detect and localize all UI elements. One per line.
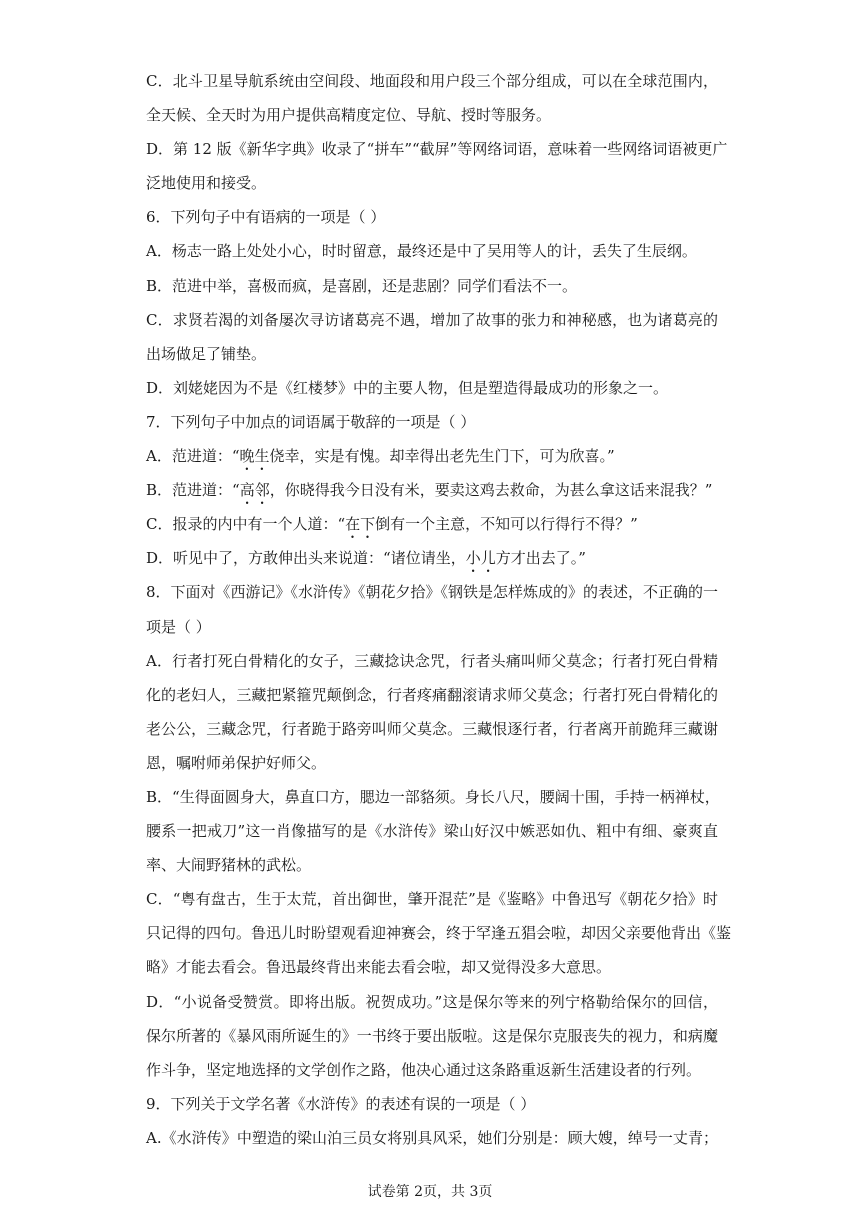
q8-stem-line2: 项是（ ） (146, 617, 211, 636)
q8-option-b-line3: 率、大闹野猪林的武松。 (146, 856, 312, 875)
q7-c-post: 倒有一个主意，不知可以行得行不得？” (375, 515, 638, 534)
q7-d-dotted-word: 小儿 (465, 549, 496, 568)
q8-option-c-line2: 只记得的四句。鲁迅儿时盼望观看迎神赛会，终于罕逢五猖会啦，却因父亲要他背出《鉴 (146, 924, 732, 943)
q8-option-c-line3: 略》才能去看会。鲁迅最终背出来能去看会啦，却又觉得没多大意思。 (146, 958, 612, 977)
q8-option-a-line4: 恩，嘱咐师弟保护好师父。 (146, 753, 327, 772)
q6-option-a: A．杨志一路上处处小心，时时留意，最终还是中了吴用等人的计，丢失了生辰纲。 (146, 242, 697, 261)
q8-option-d-line3: 作斗争，坚定地选择的文学创作之路，他决心通过这条路重返新生活建设者的行列。 (146, 1060, 702, 1079)
q7-stem: 7．下列句子中加点的词语属于敬辞的一项是（ ） (146, 412, 476, 431)
q7-d-post: 方才出去了。” (495, 549, 586, 568)
q8-option-b-line2: 腰系一把戒刀”这一肖像描写的是《水浒传》梁山好汉中嫉恶如仇、粗中有细、豪爽直 (146, 822, 718, 841)
page-content (146, 64, 732, 1155)
q9-stem: 9．下列关于文学名著《水浒传》的表述有误的一项是（ ） (146, 1094, 536, 1113)
q5-option-d-line2: 泛地使用和接受。 (146, 174, 267, 193)
q7-b-pre: B．范进道：“ (146, 481, 240, 500)
q8-option-c-line1: C．“粤有盘古，生于太荒，首出御世，肇开混茫”是《鉴略》中鲁迅写《朝花夕拾》时 (146, 890, 718, 909)
q8-option-d-line1: D．“小说备受赞赏。即将出版。祝贺成功。”这是保尔等来的列宁格勒给保尔的回信， (146, 992, 718, 1011)
q6-option-b: B．范进中举，喜极而疯，是喜剧，还是悲剧？同学们看法不一。 (146, 276, 578, 295)
q8-option-a-line2: 化的老妇人，三藏把紧箍咒颠倒念，行者疼痛翻滚请求师父莫念；行者打死白骨精化的 (146, 685, 718, 704)
q7-c-dotted-word: 在下 (345, 515, 376, 534)
q7-option-c (146, 507, 718, 541)
q7-option-d (146, 541, 718, 575)
q7-option-a (146, 439, 718, 473)
q5-option-c-line2: 全天候、全天时为用户提供高精度定位、导航、授时等服务。 (146, 106, 552, 125)
q6-option-d: D．刘姥姥因为不是《红楼梦》中的主要人物，但是塑造得最成功的形象之一。 (146, 378, 669, 397)
page-footer: 试卷第 2页，共 3页 (367, 1184, 493, 1200)
q8-option-a-line1: A．行者打死白骨精化的女子，三藏捻诀念咒，行者头痛叫师父莫念；行者打死白骨精 (146, 651, 718, 670)
q7-a-pre: A．范进道：“ (146, 447, 240, 466)
q8-stem-line1: 8．下面对《西游记》《水浒传》《朝花夕拾》《钢铁是怎样炼成的》的表述，不正确的一 (146, 583, 719, 602)
q7-c-pre: C．报录的内中有一个人道：“ (146, 515, 346, 534)
q5-option-c-line1: C．北斗卫星导航系统由空间段、地面段和用户段三个部分组成，可以在全球范围内， (146, 72, 718, 90)
q8-option-d-line2: 保尔所著的《暴风雨所诞生的》一书终于要出版啦。这是保尔克服丧失的视力，和病魔 (146, 1026, 718, 1045)
q7-b-dotted-word: 高邻 (239, 481, 270, 500)
q7-d-pre: D．听见中了，方敢伸出头来说道：“诸位请坐， (146, 549, 466, 568)
q9-option-a-line1: A.《水浒传》中塑造的梁山泊三员女将别具风采，她们分别是：顾大嫂，绰号一丈青； (146, 1128, 718, 1147)
q8-option-b-line1: B．“生得面圆身大，鼻直口方，腮边一部貉须。身长八尺，腰阔十围，手持一柄禅杖， (146, 787, 720, 806)
q7-option-b (146, 473, 718, 507)
q7-a-post: 侥幸，实是有愧。却幸得出老先生门下，可为欣喜。” (269, 447, 615, 466)
q7-a-dotted-word: 晚生 (239, 447, 270, 466)
q6-option-c-line2: 出场做足了铺垫。 (146, 344, 267, 363)
q8-option-a-line3: 老公公，三藏念咒，行者跪于路旁叫师父莫念。三藏恨逐行者，行者离开前跪拜三藏谢 (146, 719, 718, 738)
q6-stem: 6．下列句子中有语病的一项是（ ） (146, 208, 386, 227)
q7-b-post: ，你晓得我今日没有米，要卖这鸡去救命，为甚么拿这话来混我？” (269, 481, 713, 500)
q5-option-d-line1: D．第 12 版《新华字典》收录了“拼车”“截屏”等网络词语，意味着一些网络词语被更广 (146, 140, 728, 159)
q6-option-c-line1: C．求贤若渴的刘备屡次寻访诸葛亮不遇，增加了故事的张力和神秘感，也为诸葛亮的 (146, 310, 718, 329)
